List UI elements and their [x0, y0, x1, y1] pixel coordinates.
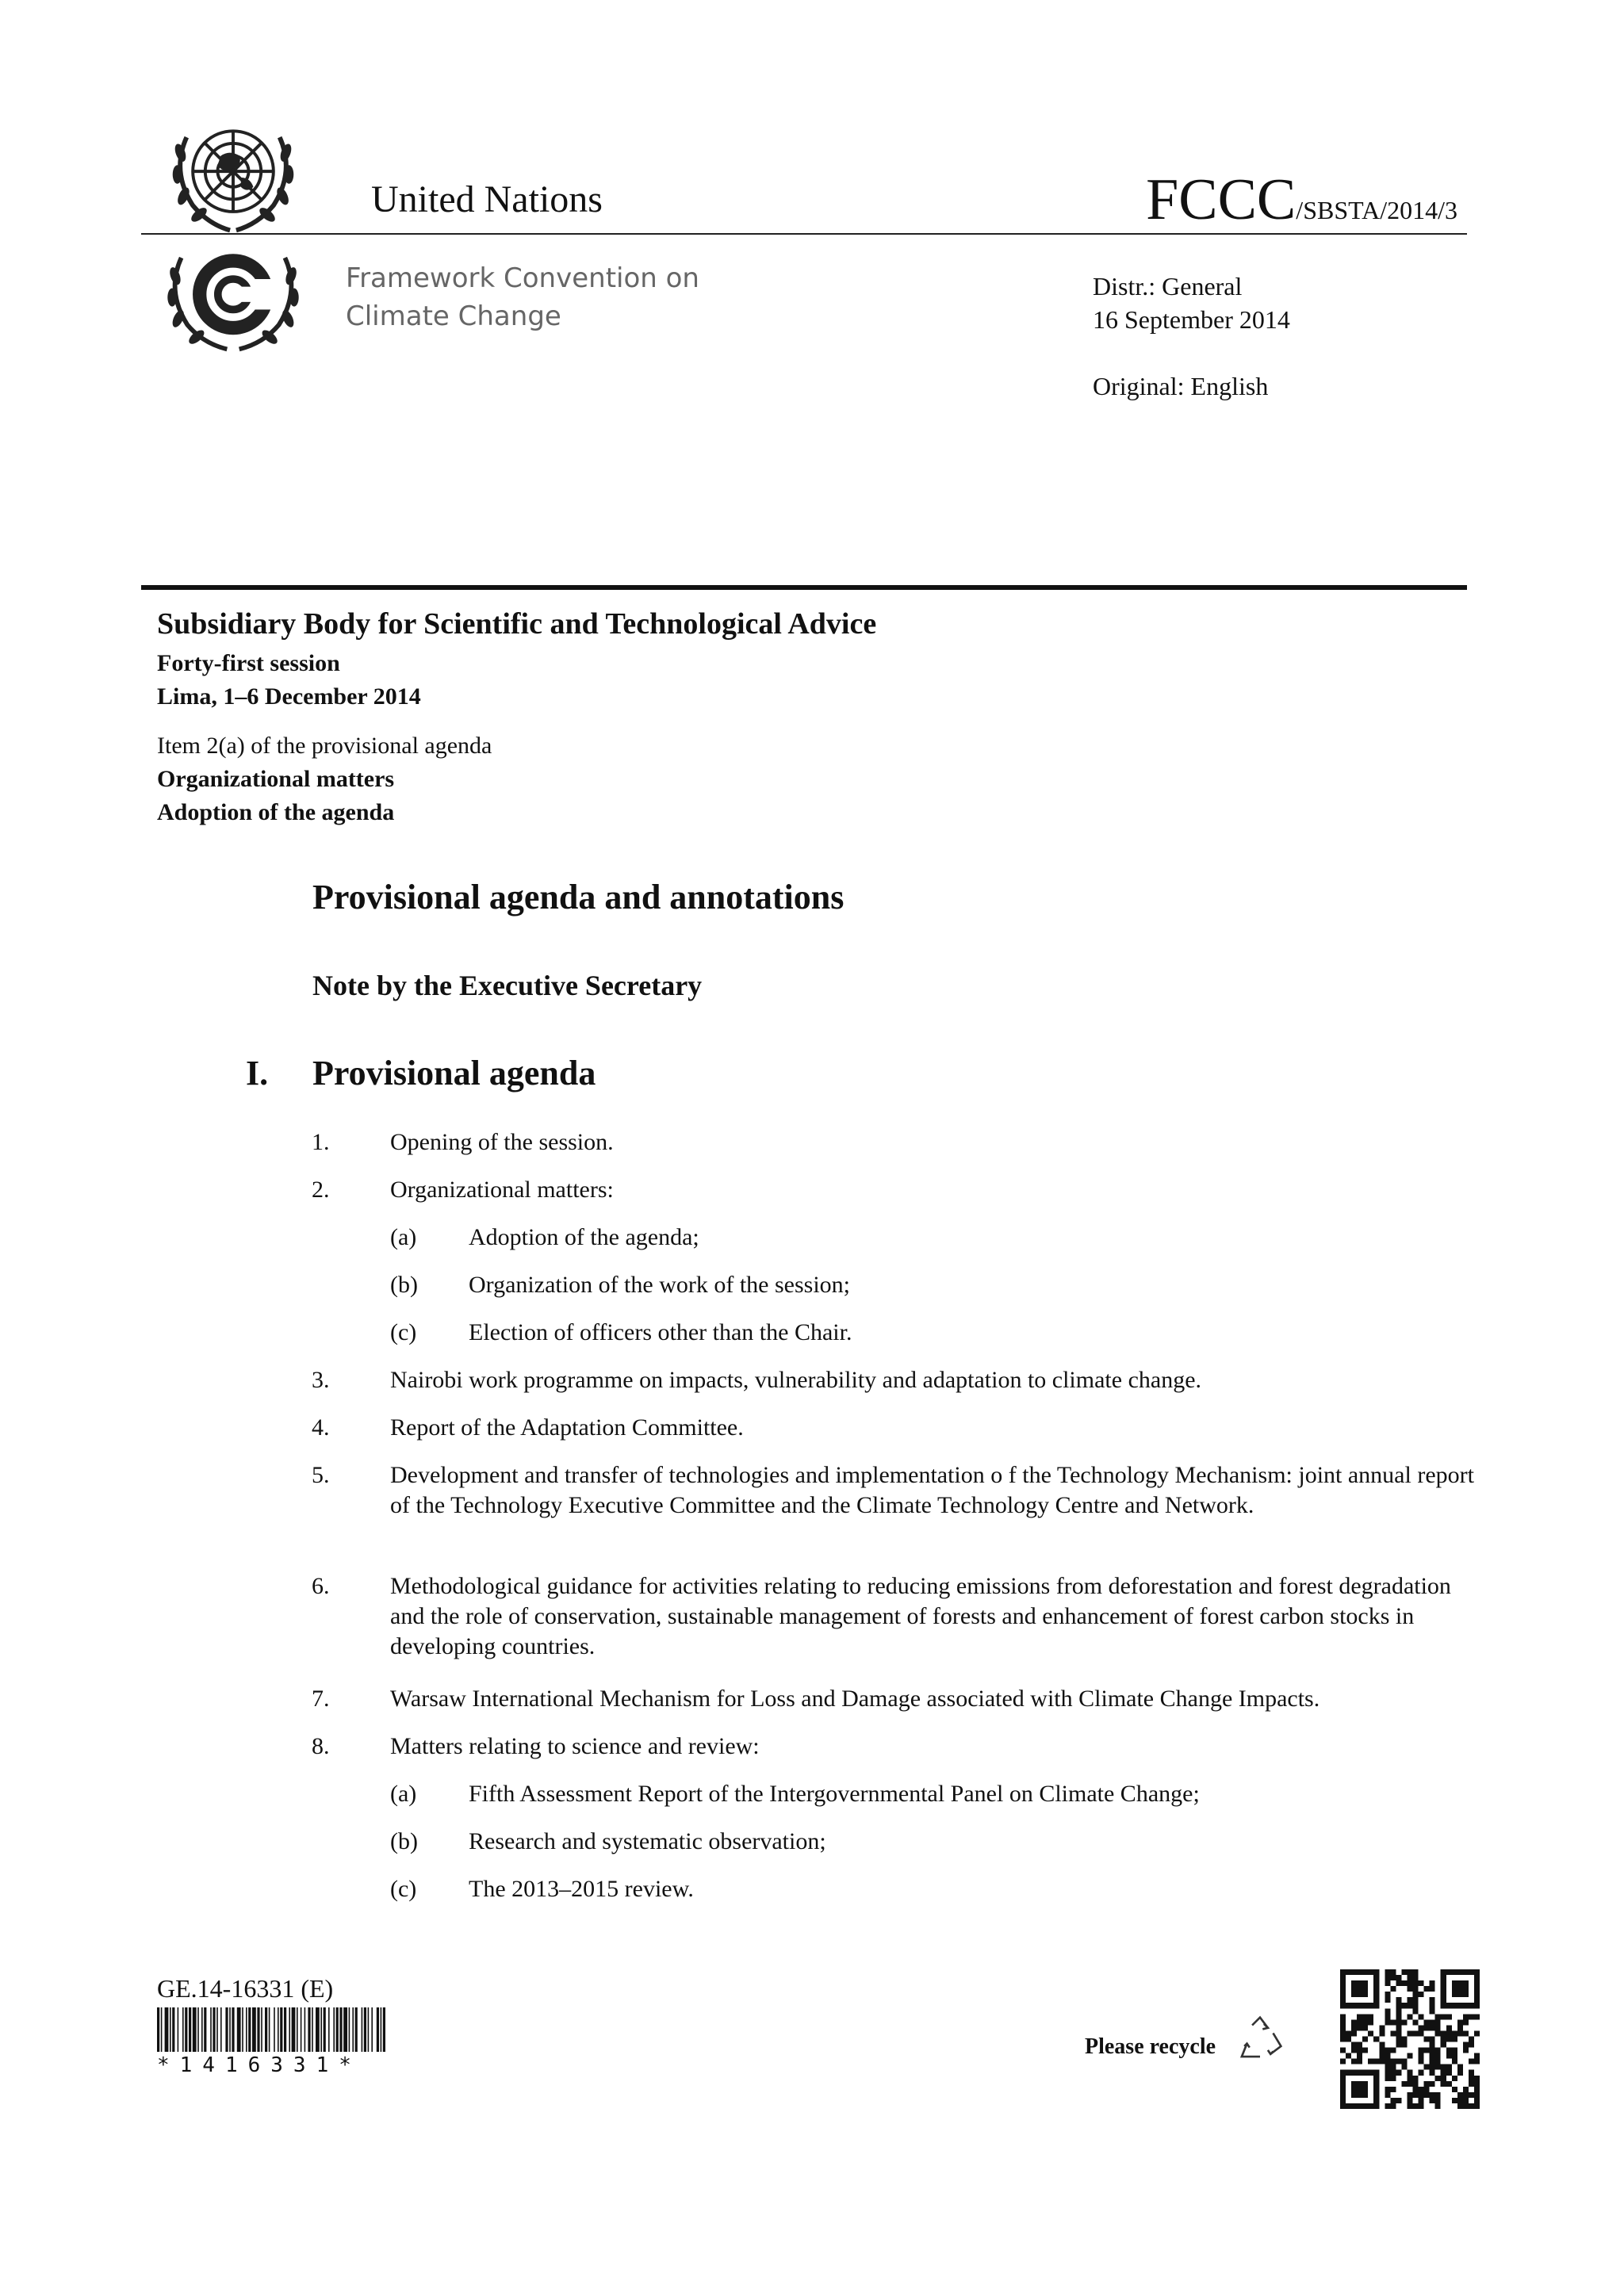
- barcode-icon: [157, 2007, 387, 2052]
- agenda-text: Development and transfer of technologies and implementation o f the Technology Mechanism: joint annual report of the Technology Executive Committee and the Climate Technology Centre and Network.: [390, 1462, 1474, 1518]
- document-symbol: [1146, 168, 1457, 247]
- agenda-number: 2.: [312, 1177, 330, 1203]
- agenda-text: Nairobi work programme on impacts, vulnerability and adaptation to climate change.: [390, 1367, 1202, 1393]
- agenda-text: Warsaw International Mechanism for Loss and Damage associated with Climate Change Impacts.: [390, 1686, 1320, 1712]
- job-number: GE.14-16331 (E): [157, 1974, 334, 2003]
- subitem-text: Adoption of the agenda;: [469, 1224, 699, 1250]
- unfccc-emblem-icon: [155, 239, 311, 358]
- recycle-icon: [1234, 2012, 1286, 2064]
- agenda-number: 5.: [312, 1462, 330, 1488]
- symbol-suffix: /SBSTA/2014/3: [1296, 196, 1457, 224]
- section-title: Provisional agenda: [312, 1054, 596, 1093]
- agenda-number: 8.: [312, 1733, 330, 1759]
- subitem-number: (b): [390, 1828, 418, 1854]
- symbol-prefix: FCCC: [1146, 167, 1297, 232]
- document-title: Provisional agenda and annotations: [312, 878, 845, 916]
- distribution: Distr.: General: [1093, 272, 1243, 300]
- agenda-text: Organizational matters:: [390, 1177, 614, 1203]
- session-place-date: Lima, 1–6 December 2014: [157, 683, 421, 710]
- subitem-text: The 2013–2015 review.: [469, 1876, 694, 1902]
- issue-date: 16 September 2014: [1093, 305, 1290, 334]
- session-name: Forty-first session: [157, 650, 340, 676]
- agenda-text: Matters relating to science and review:: [390, 1733, 760, 1759]
- subitem-number: (a): [390, 1224, 417, 1250]
- subitem-text: Research and systematic observation;: [469, 1828, 826, 1854]
- qr-code-icon: [1340, 1969, 1480, 2109]
- item-heading-2: Adoption of the agenda: [157, 799, 395, 825]
- agenda-number: 7.: [312, 1686, 330, 1712]
- original-language: Original: English: [1093, 372, 1269, 400]
- organization-name: United Nations: [371, 178, 603, 220]
- section-rule: [141, 585, 1467, 590]
- agenda-number: 1.: [312, 1129, 330, 1155]
- subitem-text: Fifth Assessment Report of the Intergovernmental Panel on Climate Change;: [469, 1781, 1200, 1807]
- subitem-number: (c): [390, 1876, 417, 1902]
- body-name: Subsidiary Body for Scientific and Technological Advice: [157, 607, 877, 641]
- subitem-text: Organization of the work of the session;: [469, 1272, 851, 1298]
- agenda-number: 3.: [312, 1367, 330, 1393]
- section-number: I.: [246, 1054, 269, 1093]
- agenda-text: Report of the Adaptation Committee.: [390, 1414, 744, 1441]
- subitem-number: (c): [390, 1319, 417, 1345]
- item-heading-1: Organizational matters: [157, 766, 395, 792]
- agenda-number: 4.: [312, 1414, 330, 1441]
- subitem-number: (b): [390, 1272, 418, 1298]
- subitem-number: (a): [390, 1781, 417, 1807]
- framework-line-1: Framework Convention on: [346, 262, 699, 294]
- agenda-text: Opening of the session.: [390, 1129, 614, 1155]
- recycle-label: Please recycle: [1085, 2034, 1216, 2059]
- agenda-number: 6.: [312, 1573, 330, 1599]
- agenda-item-reference: Item 2(a) of the provisional agenda: [157, 733, 492, 759]
- barcode-digits: *1416331*: [157, 2053, 362, 2077]
- subitem-text: Election of officers other than the Chair.: [469, 1319, 852, 1345]
- un-emblem-icon: [155, 106, 311, 246]
- document-subtitle: Note by the Executive Secretary: [312, 970, 703, 1001]
- header-rule: [141, 233, 1467, 235]
- agenda-text: Methodological guidance for activities relating to reducing emissions from deforestation and forest degradation and the role of conservation, sustainable management of forests and enhancement of forest carbon stocks in developing countries.: [390, 1573, 1451, 1659]
- framework-line-2: Climate Change: [346, 300, 561, 332]
